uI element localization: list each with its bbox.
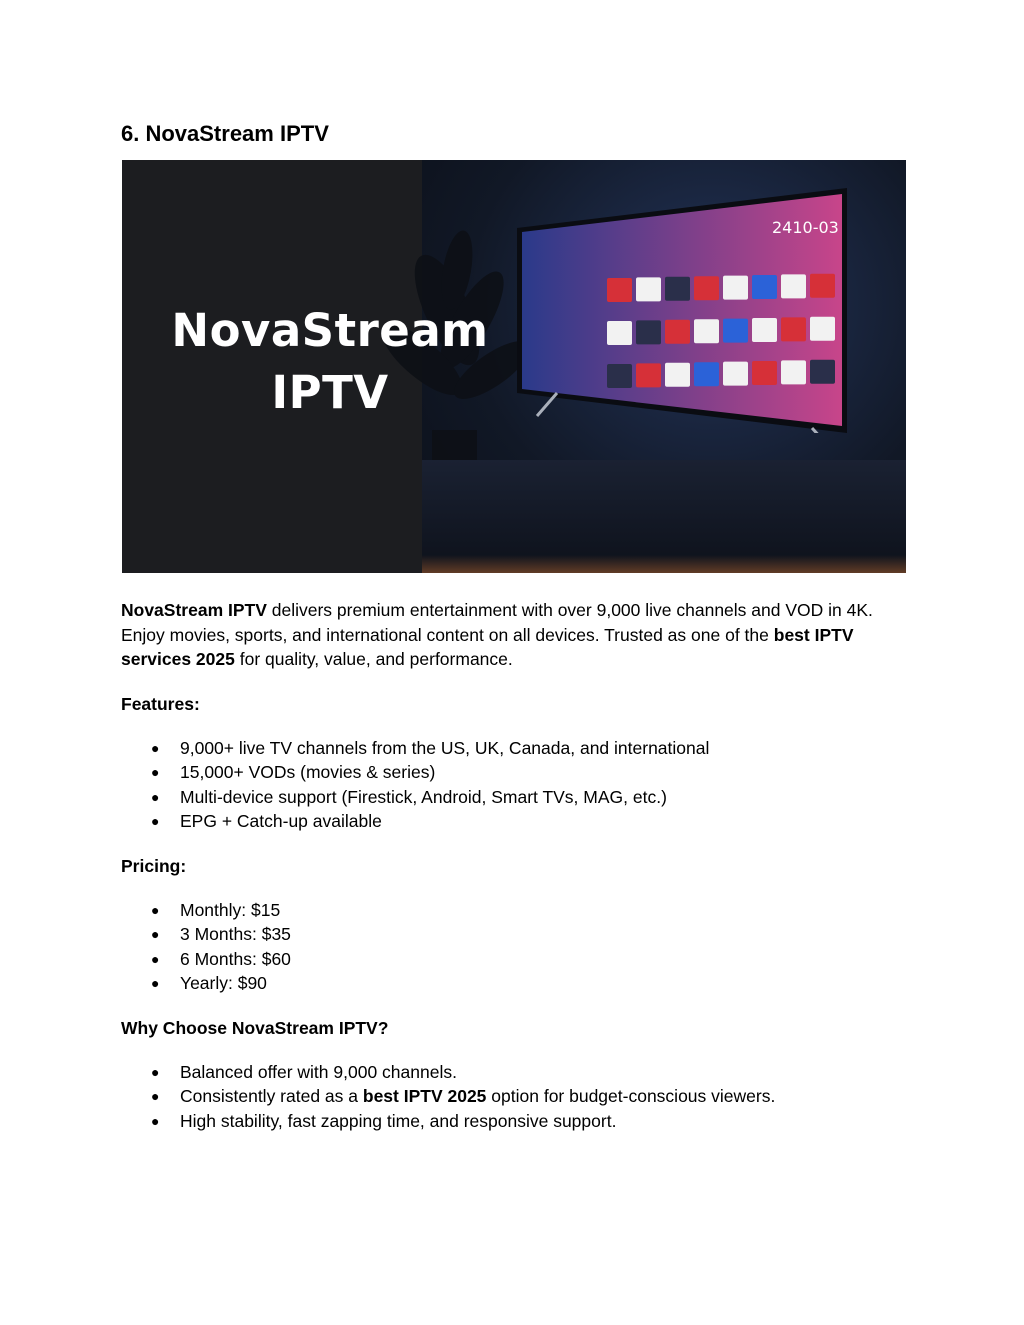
app-tile — [781, 274, 806, 298]
app-tile — [723, 276, 748, 300]
app-tile — [723, 362, 748, 386]
features-heading: Features: — [121, 694, 200, 714]
list-item — [121, 1060, 775, 1084]
why-heading: Why Choose NovaStream IPTV? — [121, 1018, 389, 1038]
bullet-icon: ● — [151, 926, 160, 943]
why-list — [121, 1060, 775, 1133]
stand-glow — [422, 555, 906, 573]
app-tile — [781, 360, 806, 384]
app-tile — [781, 317, 806, 341]
app-tile — [752, 361, 777, 385]
app-tile — [810, 360, 835, 384]
pricing-list — [121, 898, 291, 995]
list-item-text: Yearly: $90 — [180, 972, 267, 993]
app-tile — [694, 362, 719, 386]
hero-image — [122, 160, 906, 573]
app-tile — [665, 277, 690, 301]
app-tile — [723, 319, 748, 343]
list-item-text: Multi-device support (Firestick, Android, Smart TVs, MAG, etc.) — [180, 786, 667, 807]
list-item-text: 6 Months: $60 — [180, 948, 291, 969]
app-tile — [810, 317, 835, 341]
hero-title-line2: IPTV — [271, 366, 389, 419]
list-item — [121, 760, 709, 784]
list-item — [121, 809, 709, 833]
bullet-icon: ● — [151, 788, 160, 805]
app-tile — [752, 318, 777, 342]
list-item-text: Balanced offer with 9,000 channels. — [180, 1062, 457, 1082]
list-item-text: Consistently rated as a — [180, 1086, 363, 1107]
hero-title-line1: NovaStream — [171, 304, 489, 357]
intro-paragraph — [121, 598, 907, 672]
pricing-heading: Pricing: — [121, 856, 187, 876]
list-item — [121, 785, 709, 809]
list-item — [121, 947, 291, 971]
bullet-icon: ● — [151, 1088, 160, 1105]
features-list — [121, 736, 709, 833]
app-tile — [694, 276, 719, 300]
hero-title — [122, 300, 538, 424]
app-tile — [752, 275, 777, 299]
list-item — [121, 736, 709, 760]
bullet-icon: ● — [151, 1112, 160, 1129]
list-item-text: option for budget-conscious viewers. — [486, 1086, 776, 1107]
tv-clock: 2410-03 — [772, 218, 839, 237]
bullet-icon: ● — [151, 1064, 160, 1080]
list-item-text: Monthly: $15 — [180, 900, 281, 920]
app-tile — [607, 364, 632, 388]
bullet-icon: ● — [151, 764, 160, 781]
app-tile — [810, 274, 835, 298]
intro-bold-keyword: best IPTV services 2025 — [121, 624, 854, 669]
list-item-bold: best IPTV 2025 — [362, 1086, 487, 1107]
section-heading: 6. NovaStream IPTV — [121, 121, 329, 146]
list-item-text: 15,000+ VODs (movies & series) — [180, 762, 436, 783]
app-tile — [636, 363, 661, 387]
list-item-text: High stability, fast zapping time, and responsive support. — [180, 1110, 617, 1131]
bullet-icon: ● — [151, 902, 160, 918]
tv-screen — [517, 188, 847, 433]
app-tile — [636, 320, 661, 344]
list-item — [121, 922, 291, 946]
intro-text-2: for quality, value, and performance. — [234, 649, 513, 669]
app-tile — [636, 277, 661, 301]
app-tile — [665, 363, 690, 387]
list-item-text: 3 Months: $35 — [180, 924, 291, 945]
list-item-text: 9,000+ live TV channels from the US, UK, Canada, and international — [180, 738, 710, 758]
list-item — [121, 971, 291, 995]
bullet-icon: ● — [151, 950, 160, 967]
intro-bold-brand: NovaStream IPTV — [121, 600, 267, 620]
bullet-icon: ● — [151, 974, 160, 991]
list-item — [121, 1109, 775, 1133]
bullet-icon: ● — [151, 812, 160, 829]
list-item-text: EPG + Catch-up available — [180, 810, 382, 831]
list-item — [121, 1084, 775, 1108]
list-item — [121, 898, 291, 922]
app-tile — [607, 321, 632, 345]
app-tile — [665, 320, 690, 344]
intro-text-1: delivers premium entertainment with over 9,000 live channels and VOD in 4K. Enjoy movies, sports, and international content on all devices. Trusted as one of the — [121, 600, 873, 645]
bullet-icon: ● — [151, 740, 160, 756]
app-tile — [694, 319, 719, 343]
app-tile — [607, 278, 632, 302]
